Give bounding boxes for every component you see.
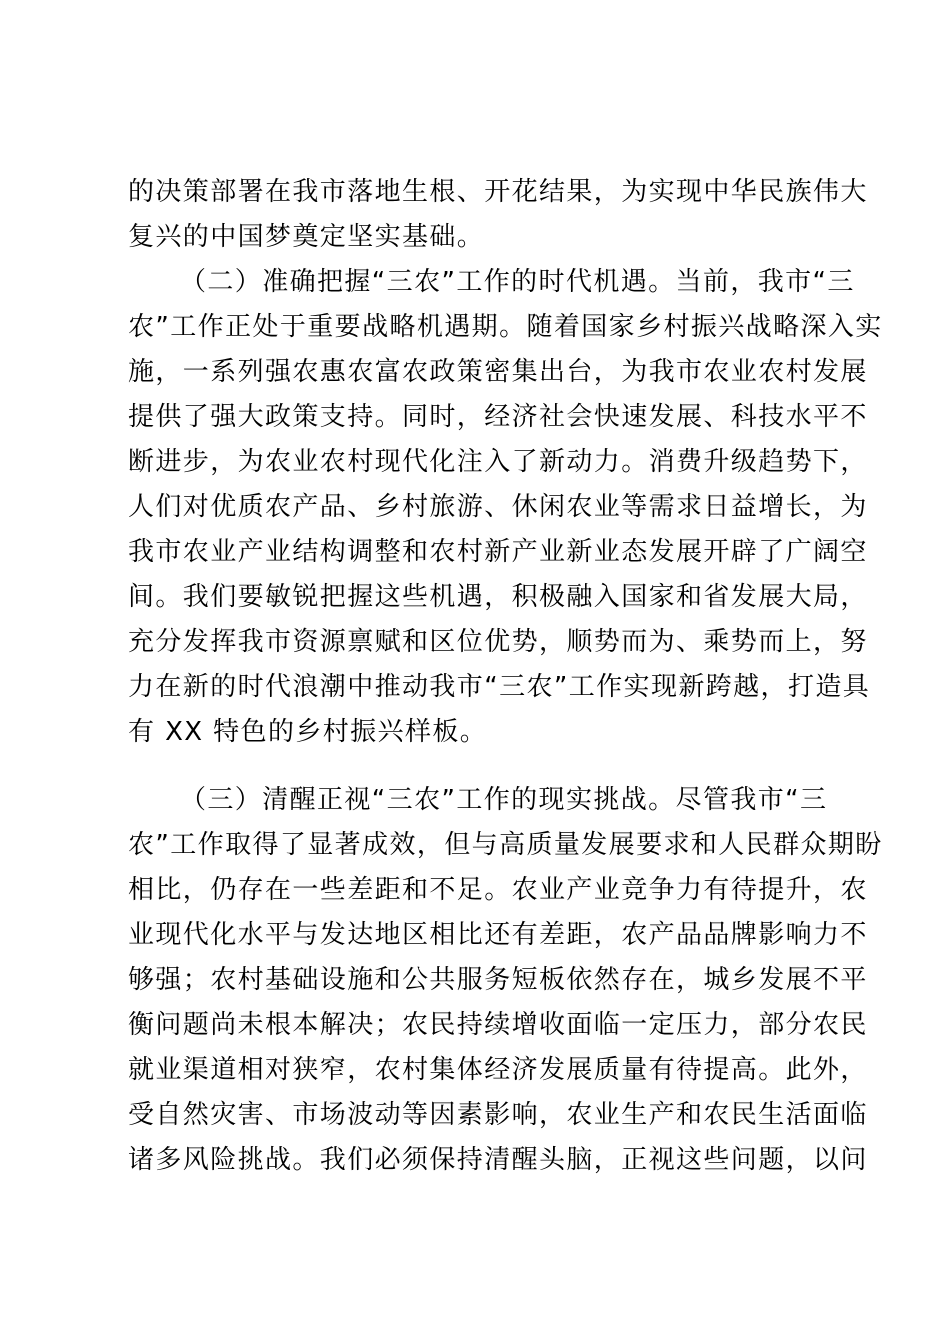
text-line: 断进步，为农业农村现代化注入了新动力。消费升级趋势下，: [128, 447, 868, 477]
text-line: 的决策部署在我市落地生根、开花结果，为实现中华民族伟大: [128, 177, 868, 207]
text-line: 施，一系列强农惠农富农政策密集出台，为我市农业农村发展: [128, 357, 868, 387]
text-line: 受自然灾害、市场波动等因素影响，农业生产和农民生活面临: [128, 1100, 868, 1130]
text-line: 衡问题尚未根本解决；农民持续增收面临一定压力，部分农民: [128, 1010, 868, 1040]
text-line: 诸多风险挑战。我们必须保持清醒头脑，正视这些问题，以问: [128, 1145, 868, 1175]
text-line: 间。我们要敏锐把握这些机遇，积极融入国家和省发展大局，: [128, 582, 868, 612]
heading-line-section-3: （三）清醒正视“三农”工作的现实挑战。尽管我市“三: [180, 785, 828, 815]
text-line: 提供了强大政策支持。同时，经济社会快速发展、科技水平不: [128, 402, 868, 432]
text-line: 农”工作正处于重要战略机遇期。随着国家乡村振兴战略深入实: [128, 312, 883, 342]
text-line: 复兴的中国梦奠定坚实基础。: [128, 222, 485, 252]
text-line: 相比，仍存在一些差距和不足。农业产业竞争力有待提升，农: [128, 875, 868, 905]
text-line: 农”工作取得了显著成效，但与高质量发展要求和人民群众期盼: [128, 830, 883, 860]
text-line: 充分发挥我市资源禀赋和区位优势，顺势而为、乘势而上，努: [128, 627, 868, 657]
text-line: 业现代化水平与发达地区相比还有差距，农产品品牌影响力不: [128, 920, 868, 950]
text-line: 我市农业产业结构调整和农村新产业新业态发展开辟了广阔空: [128, 537, 868, 567]
text-line: 够强；农村基础设施和公共服务短板依然存在，城乡发展不平: [128, 965, 868, 995]
text-line: 就业渠道相对狭窄，农村集体经济发展质量有待提高。此外，: [128, 1055, 868, 1085]
text-line: 有 XX 特色的乡村振兴样板。: [128, 717, 488, 747]
heading-line-section-2: （二）准确把握“三农”工作的时代机遇。当前，我市“三: [180, 267, 855, 297]
text-line: 人们对优质农产品、乡村旅游、休闲农业等需求日益增长，为: [128, 492, 868, 522]
text-line: 力在新的时代浪潮中推动我市“三农”工作实现新跨越，打造具: [128, 672, 871, 702]
